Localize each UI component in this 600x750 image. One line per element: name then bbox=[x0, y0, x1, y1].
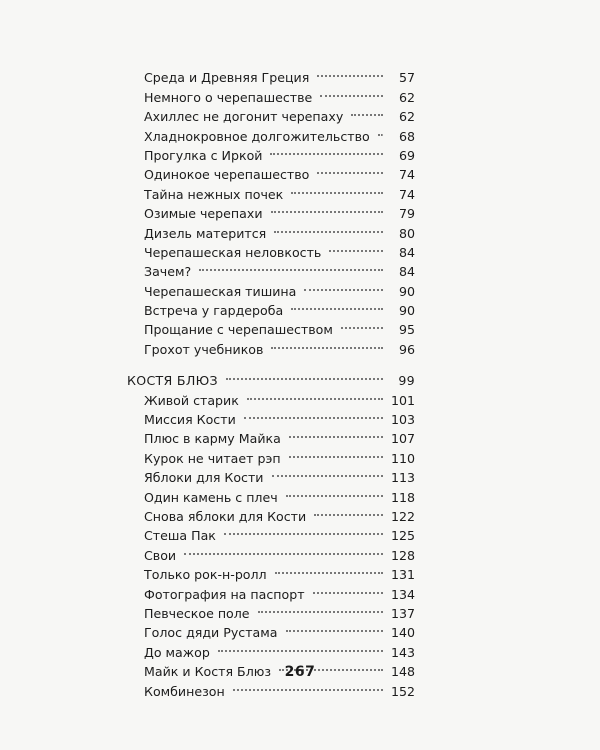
toc-dot-leader bbox=[284, 618, 386, 637]
toc-entry-title: Стеша Пак bbox=[144, 528, 216, 544]
toc-entry bbox=[127, 63, 415, 86]
toc-entry-page: 118 bbox=[390, 489, 415, 505]
toc-dot-leader bbox=[269, 199, 385, 218]
toc-entry-title: Один камень с плеч bbox=[144, 489, 278, 505]
toc-dot-leader bbox=[302, 276, 385, 295]
toc-entry-title: Ахиллес не догонит черепаху bbox=[144, 109, 344, 125]
toc-entry-title: Снова яблоки для Кости bbox=[144, 508, 307, 524]
toc-dot-leader bbox=[216, 637, 385, 656]
toc-dot-leader bbox=[256, 599, 385, 618]
toc-entry-title: Свои bbox=[144, 547, 177, 563]
toc-section-heading bbox=[127, 366, 415, 389]
toc-entry-title: Голос дяди Рустама bbox=[144, 625, 278, 641]
toc-entry-title: Живой старик bbox=[144, 392, 239, 408]
toc-entry-page: 62 bbox=[398, 89, 415, 105]
toc-entry-title: Певческое поле bbox=[144, 605, 250, 621]
toc-entry-page: 95 bbox=[398, 322, 415, 338]
toc-dot-leader bbox=[315, 160, 385, 179]
toc-dot-leader bbox=[312, 502, 385, 521]
toc-entry-title: Тайна нежных почек bbox=[144, 186, 284, 202]
table-of-contents bbox=[127, 63, 415, 699]
toc-entry-title: Одинокое черепашество bbox=[144, 167, 310, 183]
toc-dot-leader bbox=[272, 218, 385, 237]
toc-entry-title: Озимые черепахи bbox=[144, 206, 263, 222]
toc-dot-leader bbox=[349, 102, 385, 121]
toc-dot-leader bbox=[242, 405, 385, 424]
toc-dot-leader bbox=[376, 121, 385, 140]
toc-entry-page: 152 bbox=[390, 683, 415, 699]
toc-entry-title: До мажор bbox=[144, 644, 210, 660]
toc-dot-leader bbox=[197, 257, 385, 276]
toc-entry-title: Черепашеская неловкость bbox=[144, 244, 322, 260]
toc-entry-page: 125 bbox=[390, 528, 415, 544]
toc-entry-title: Только рок-н-ролл bbox=[144, 567, 267, 583]
toc-entry-title: Прогулка с Иркой bbox=[144, 147, 263, 163]
toc-entry-page: 143 bbox=[390, 644, 415, 660]
toc-dot-leader bbox=[287, 424, 385, 443]
toc-entry-page: 113 bbox=[390, 470, 415, 486]
toc-dot-leader bbox=[318, 82, 385, 101]
toc-dot-leader bbox=[284, 482, 385, 501]
toc-entry-title: Курок не читает рэп bbox=[144, 450, 281, 466]
toc-entry-title: Хладнокровное долгожительство bbox=[144, 128, 370, 144]
toc-dot-leader bbox=[273, 560, 385, 579]
toc-dot-leader bbox=[182, 540, 385, 559]
toc-entry-page: 128 bbox=[390, 547, 415, 563]
toc-entry-title: Плюс в карму Майка bbox=[144, 431, 281, 447]
toc-entry-page: 96 bbox=[398, 341, 415, 357]
toc-entry-page: 74 bbox=[398, 186, 415, 202]
toc-dot-leader bbox=[269, 334, 385, 353]
toc-entry-title: Яблоки для Кости bbox=[144, 470, 264, 486]
toc-entry-title: Фотография на паспорт bbox=[144, 586, 305, 602]
toc-entry-page: 137 bbox=[390, 605, 415, 621]
toc-entry-page: 80 bbox=[398, 225, 415, 241]
toc-entry-page: 90 bbox=[398, 283, 415, 299]
toc-entry-title: Прощание с черепашеством bbox=[144, 322, 333, 338]
toc-entry-page: 68 bbox=[398, 128, 415, 144]
toc-entry-page: 101 bbox=[390, 392, 415, 408]
toc-entry-page: 90 bbox=[398, 303, 415, 319]
toc-section-title: КОСТЯ БЛЮЗ bbox=[127, 373, 218, 389]
toc-section-page: 99 bbox=[398, 373, 415, 389]
toc-dot-leader bbox=[311, 579, 385, 598]
toc-entry-title: Комбинезон bbox=[144, 683, 225, 699]
toc-entry-title: Зачем? bbox=[144, 264, 192, 280]
toc-entry-title: Миссия Кости bbox=[144, 412, 236, 428]
toc-dot-leader bbox=[224, 366, 385, 385]
toc-entry-page: 110 bbox=[390, 450, 415, 466]
toc-entry-page: 131 bbox=[390, 567, 415, 583]
toc-dot-leader bbox=[287, 443, 385, 462]
toc-entry-page: 134 bbox=[390, 586, 415, 602]
toc-dot-leader bbox=[289, 179, 385, 198]
toc-entry-title: Немного о черепашестве bbox=[144, 89, 313, 105]
toc-entry-title: Майк и Костя Блюз bbox=[144, 664, 272, 680]
toc-dot-leader bbox=[222, 521, 385, 540]
toc-section-list bbox=[127, 385, 415, 699]
toc-entry-page: 148 bbox=[390, 664, 415, 680]
toc-dot-leader bbox=[270, 463, 386, 482]
page-number: 267 bbox=[284, 664, 316, 680]
toc-dot-leader bbox=[289, 296, 385, 315]
toc-entry-page: 103 bbox=[390, 412, 415, 428]
toc-dot-leader bbox=[315, 63, 385, 82]
toc-entry-page: 69 bbox=[398, 147, 415, 163]
toc-entry-title: Грохот учебников bbox=[144, 341, 264, 357]
toc-part-one-list bbox=[127, 63, 415, 357]
toc-entry-page: 74 bbox=[398, 167, 415, 183]
toc-entry-page: 140 bbox=[390, 625, 415, 641]
toc-entry-title: Встреча у гардероба bbox=[144, 303, 284, 319]
toc-dot-leader bbox=[268, 141, 385, 160]
toc-entry-page: 122 bbox=[390, 508, 415, 524]
toc-entry-page: 84 bbox=[398, 244, 415, 260]
toc-entry-page: 79 bbox=[398, 206, 415, 222]
toc-dot-leader bbox=[339, 315, 385, 334]
toc-entry-page: 57 bbox=[398, 70, 415, 86]
toc-entry-page: 62 bbox=[398, 109, 415, 125]
toc-entry-title: Дизель матерится bbox=[144, 225, 267, 241]
toc-dot-leader bbox=[327, 238, 385, 257]
toc-entry-title: Черепашеская тишина bbox=[144, 283, 297, 299]
toc-entry-title: Среда и Древняя Греция bbox=[144, 70, 310, 86]
toc-entry-page: 107 bbox=[390, 431, 415, 447]
toc-dot-leader bbox=[245, 385, 385, 404]
toc-entry-page: 84 bbox=[398, 264, 415, 280]
